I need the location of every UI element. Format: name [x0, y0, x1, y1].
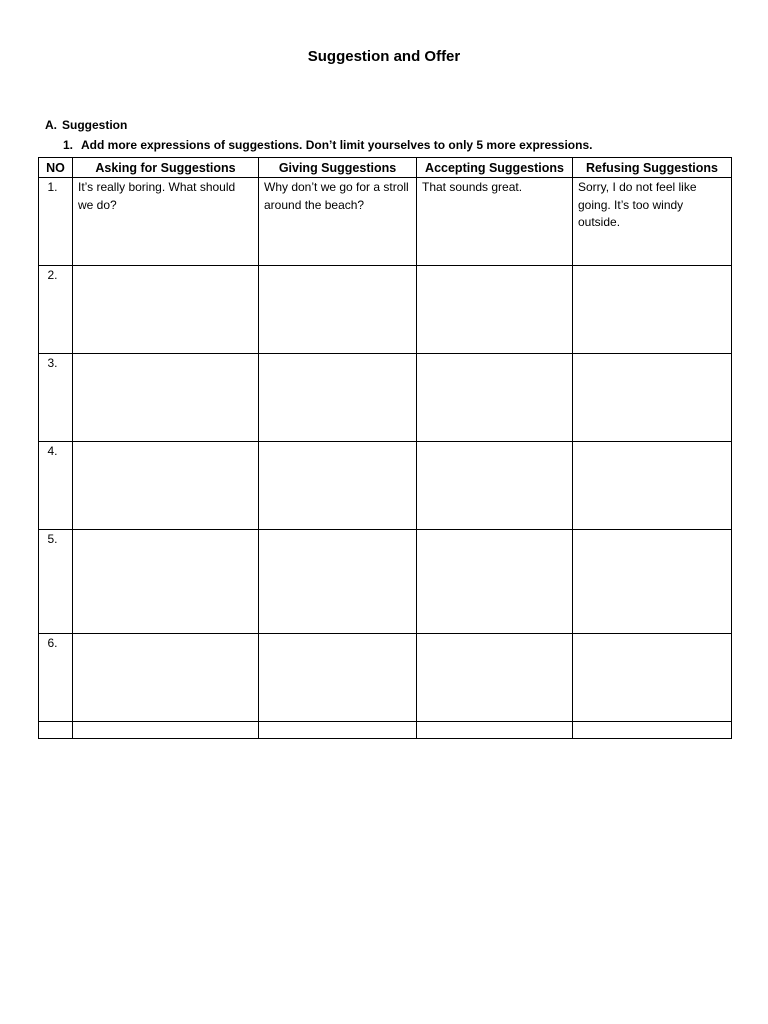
table-row [39, 722, 732, 739]
asking-cell[interactable] [73, 634, 259, 722]
giving-cell[interactable] [259, 266, 417, 354]
row-number: 4. [39, 442, 73, 530]
asking-cell[interactable] [73, 266, 259, 354]
table-row [39, 178, 732, 266]
suggestions-table [38, 157, 732, 739]
accepting-cell[interactable] [417, 266, 573, 354]
refusing-cell[interactable] [573, 442, 732, 530]
row-number: 1. [39, 178, 73, 266]
header-refusing: Refusing Suggestions [573, 158, 732, 178]
accepting-cell[interactable] [417, 634, 573, 722]
section-heading [45, 118, 127, 132]
header-asking: Asking for Suggestions [73, 158, 259, 178]
asking-cell[interactable]: It’s really boring. What should we do? [73, 178, 259, 266]
refusing-cell[interactable] [573, 530, 732, 634]
table-row [39, 266, 732, 354]
header-accepting: Accepting Suggestions [417, 158, 573, 178]
refusing-cell[interactable] [573, 354, 732, 442]
refusing-cell[interactable] [573, 722, 732, 739]
giving-cell[interactable] [259, 354, 417, 442]
giving-cell[interactable] [259, 634, 417, 722]
header-giving: Giving Suggestions [259, 158, 417, 178]
section-heading-text: Suggestion [62, 118, 128, 132]
giving-cell[interactable] [259, 722, 417, 739]
section-letter: A. [45, 118, 57, 132]
refusing-cell[interactable] [573, 634, 732, 722]
accepting-cell[interactable] [417, 722, 573, 739]
refusing-cell[interactable]: Sorry, I do not feel like going. It’s too windy outside. [573, 178, 732, 266]
table-header-row [39, 158, 732, 178]
row-number [39, 722, 73, 739]
row-number: 6. [39, 634, 73, 722]
table-row [39, 530, 732, 634]
giving-cell[interactable] [259, 530, 417, 634]
asking-cell[interactable] [73, 442, 259, 530]
refusing-cell[interactable] [573, 266, 732, 354]
instruction-number: 1. [63, 138, 74, 152]
asking-cell[interactable] [73, 530, 259, 634]
table-row [39, 354, 732, 442]
page-title: Suggestion and Offer [307, 48, 461, 65]
row-number: 3. [39, 354, 73, 442]
instruction [63, 138, 592, 152]
instruction-text: Add more expressions of suggestions. Don’t limit yourselves to only 5 more expressions. [81, 138, 593, 152]
row-number: 2. [39, 266, 73, 354]
accepting-cell[interactable]: That sounds great. [417, 178, 573, 266]
asking-cell[interactable] [73, 354, 259, 442]
header-no: NO [39, 158, 73, 178]
accepting-cell[interactable] [417, 354, 573, 442]
table-row [39, 442, 732, 530]
accepting-cell[interactable] [417, 530, 573, 634]
accepting-cell[interactable] [417, 442, 573, 530]
asking-cell[interactable] [73, 722, 259, 739]
giving-cell[interactable] [259, 442, 417, 530]
table-row [39, 634, 732, 722]
giving-cell[interactable]: Why don’t we go for a stroll around the beach? [259, 178, 417, 266]
row-number: 5. [39, 530, 73, 634]
